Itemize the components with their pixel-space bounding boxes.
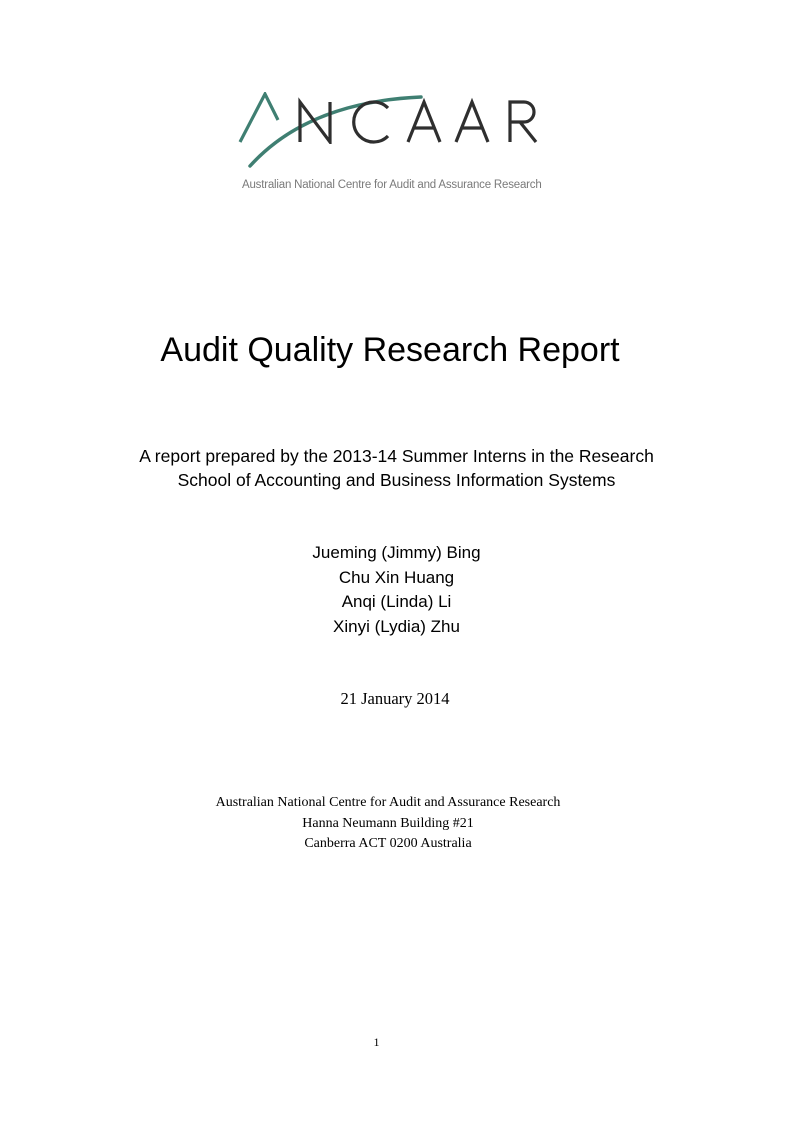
ancaar-logo: [238, 92, 558, 196]
address-line: Hanna Neumann Building #21: [302, 815, 474, 831]
report-title: Audit Quality Research Report: [160, 331, 620, 369]
author-list: [0, 541, 793, 639]
address-line: Australian National Centre for Audit and Assurance Research: [215, 795, 561, 810]
author-name: Chu Xin Huang: [338, 567, 455, 587]
report-subtitle: [0, 444, 793, 492]
page-number: 1: [373, 1035, 380, 1049]
subtitle-line: School of Accounting and Business Information Systems: [177, 470, 616, 490]
author-name: Xinyi (Lydia) Zhu: [333, 616, 460, 636]
author-name: Jueming (Jimmy) Bing: [312, 543, 481, 562]
logo-wordmark: [238, 92, 538, 144]
logo-tagline: Australian National Centre for Audit and Assurance Research: [242, 179, 542, 191]
author-name: Anqi (Linda) Li: [341, 592, 452, 611]
address-line: Canberra ACT 0200 Australia: [304, 836, 472, 851]
organization-address: [0, 793, 776, 855]
report-date: 21 January 2014: [340, 689, 450, 708]
subtitle-line: A report prepared by the 2013-14 Summer Interns in the Research: [139, 446, 654, 466]
